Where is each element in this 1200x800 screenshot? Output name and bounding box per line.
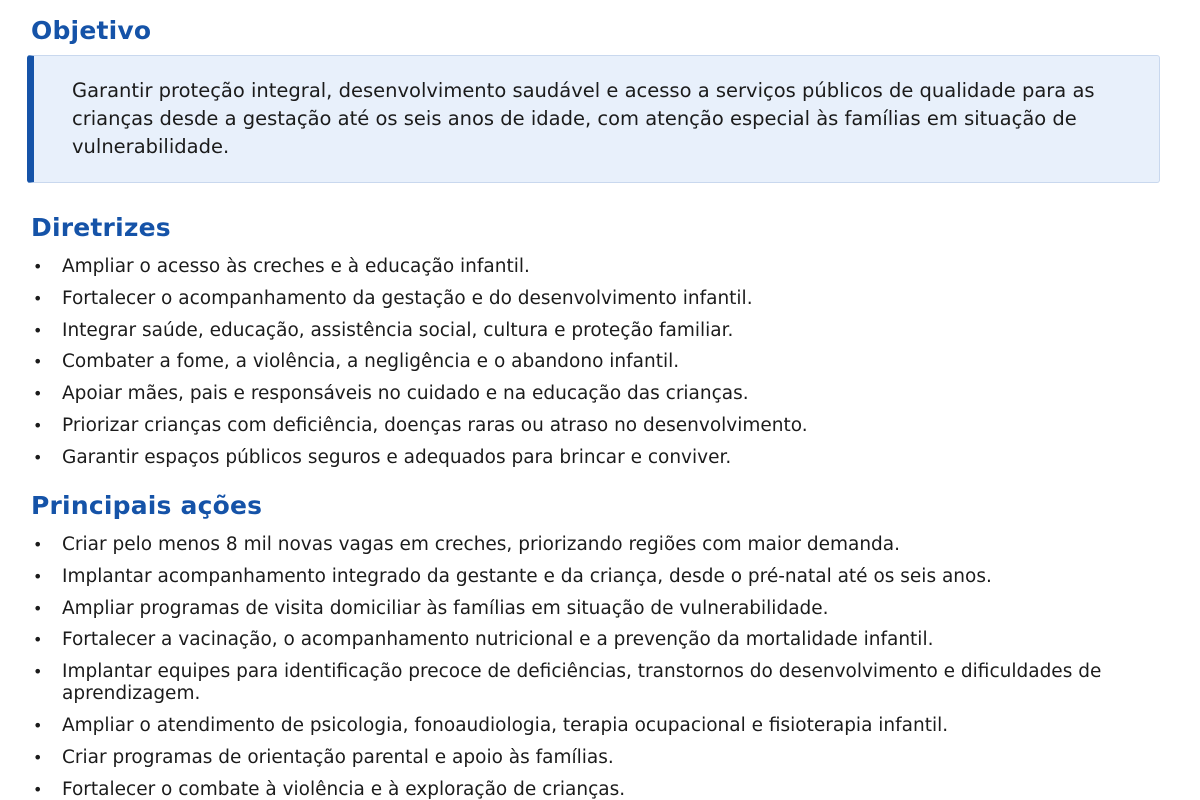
list-item-text: Fortalecer a vacinação, o acompanhamento nutricional e a prevenção da mortalidade infantil. <box>62 629 934 651</box>
list-item <box>0 415 1142 437</box>
bullet-icon: • <box>33 320 43 340</box>
list-item-text: Implantar acompanhamento integrado da gestante e da criança, desde o pré-natal até os seis anos. <box>62 565 992 587</box>
list-item-text: Implantar equipes para identificação precoce de deficiências, transtornos do desenvolvimento e dificuldades de aprendizagem. <box>62 661 1102 705</box>
bullet-icon: • <box>33 779 43 799</box>
bullet-icon: • <box>33 630 43 650</box>
list-item <box>0 715 1142 737</box>
list-item <box>0 256 1142 278</box>
list-item <box>0 779 1142 800</box>
bullet-icon: • <box>33 415 43 435</box>
bullet-icon: • <box>33 288 43 308</box>
bullet-icon: • <box>33 535 43 554</box>
bullet-icon: • <box>33 257 43 276</box>
list-item-text: Criar pelo menos 8 mil novas vagas em creches, priorizando regiões com maior demanda. <box>62 534 901 555</box>
list-item-text: Criar programas de orientação parental e apoio às famílias. <box>62 746 614 768</box>
bullet-icon: • <box>33 384 43 404</box>
list-item <box>0 661 1102 705</box>
acoes-heading: Principais ações <box>31 491 263 520</box>
list-item-text: Ampliar o acesso às creches e à educação infantil. <box>62 256 530 277</box>
bullet-icon: • <box>33 747 43 767</box>
list-item <box>0 351 1142 373</box>
list-item <box>0 747 1142 769</box>
acoes-list <box>0 534 1142 800</box>
bullet-icon: • <box>33 352 43 372</box>
list-item <box>0 534 1142 556</box>
list-item <box>0 383 1142 405</box>
list-item-text: Fortalecer o combate à violência e à exploração de crianças. <box>62 778 626 800</box>
diretrizes-list <box>0 256 1142 469</box>
list-item <box>0 288 1142 310</box>
bullet-icon: • <box>33 715 43 735</box>
objetivo-heading: Objetivo <box>31 16 152 45</box>
bullet-icon: • <box>33 566 43 586</box>
list-item-text: Ampliar o atendimento de psicologia, fonoaudiologia, terapia ocupacional e fisioterapia infantil. <box>62 714 949 736</box>
bullet-icon: • <box>33 662 43 682</box>
bullet-icon: • <box>33 598 43 618</box>
list-item <box>0 320 1142 342</box>
list-item-text: Ampliar programas de visita domiciliar às famílias em situação de vulnerabilidade. <box>62 597 829 619</box>
list-item-text: Integrar saúde, educação, assistência social, cultura e proteção familiar. <box>62 319 734 341</box>
objetivo-callout <box>27 55 1160 183</box>
list-item <box>0 447 1142 469</box>
list-item-text: Priorizar crianças com deficiência, doenças raras ou atraso no desenvolvimento. <box>62 414 808 436</box>
diretrizes-heading: Diretrizes <box>31 213 171 242</box>
list-item-text: Garantir espaços públicos seguros e adequados para brincar e conviver. <box>62 446 732 468</box>
list-item-text: Apoiar mães, pais e responsáveis no cuidado e na educação das crianças. <box>62 383 749 405</box>
list-item <box>0 598 1142 620</box>
list-item <box>0 629 1142 651</box>
list-item <box>0 566 1142 588</box>
bullet-icon: • <box>33 447 43 467</box>
objetivo-text: Garantir proteção integral, desenvolvimento saudável e acesso a serviços públicos de qualidade para as crianças desde a gestação até os seis anos de idade, com atenção especial às famílias em situação de vulnerabilidade. <box>72 79 1095 158</box>
list-item-text: Fortalecer o acompanhamento da gestação e do desenvolvimento infantil. <box>62 287 753 309</box>
list-item-text: Combater a fome, a violência, a negligência e o abandono infantil. <box>62 351 680 373</box>
